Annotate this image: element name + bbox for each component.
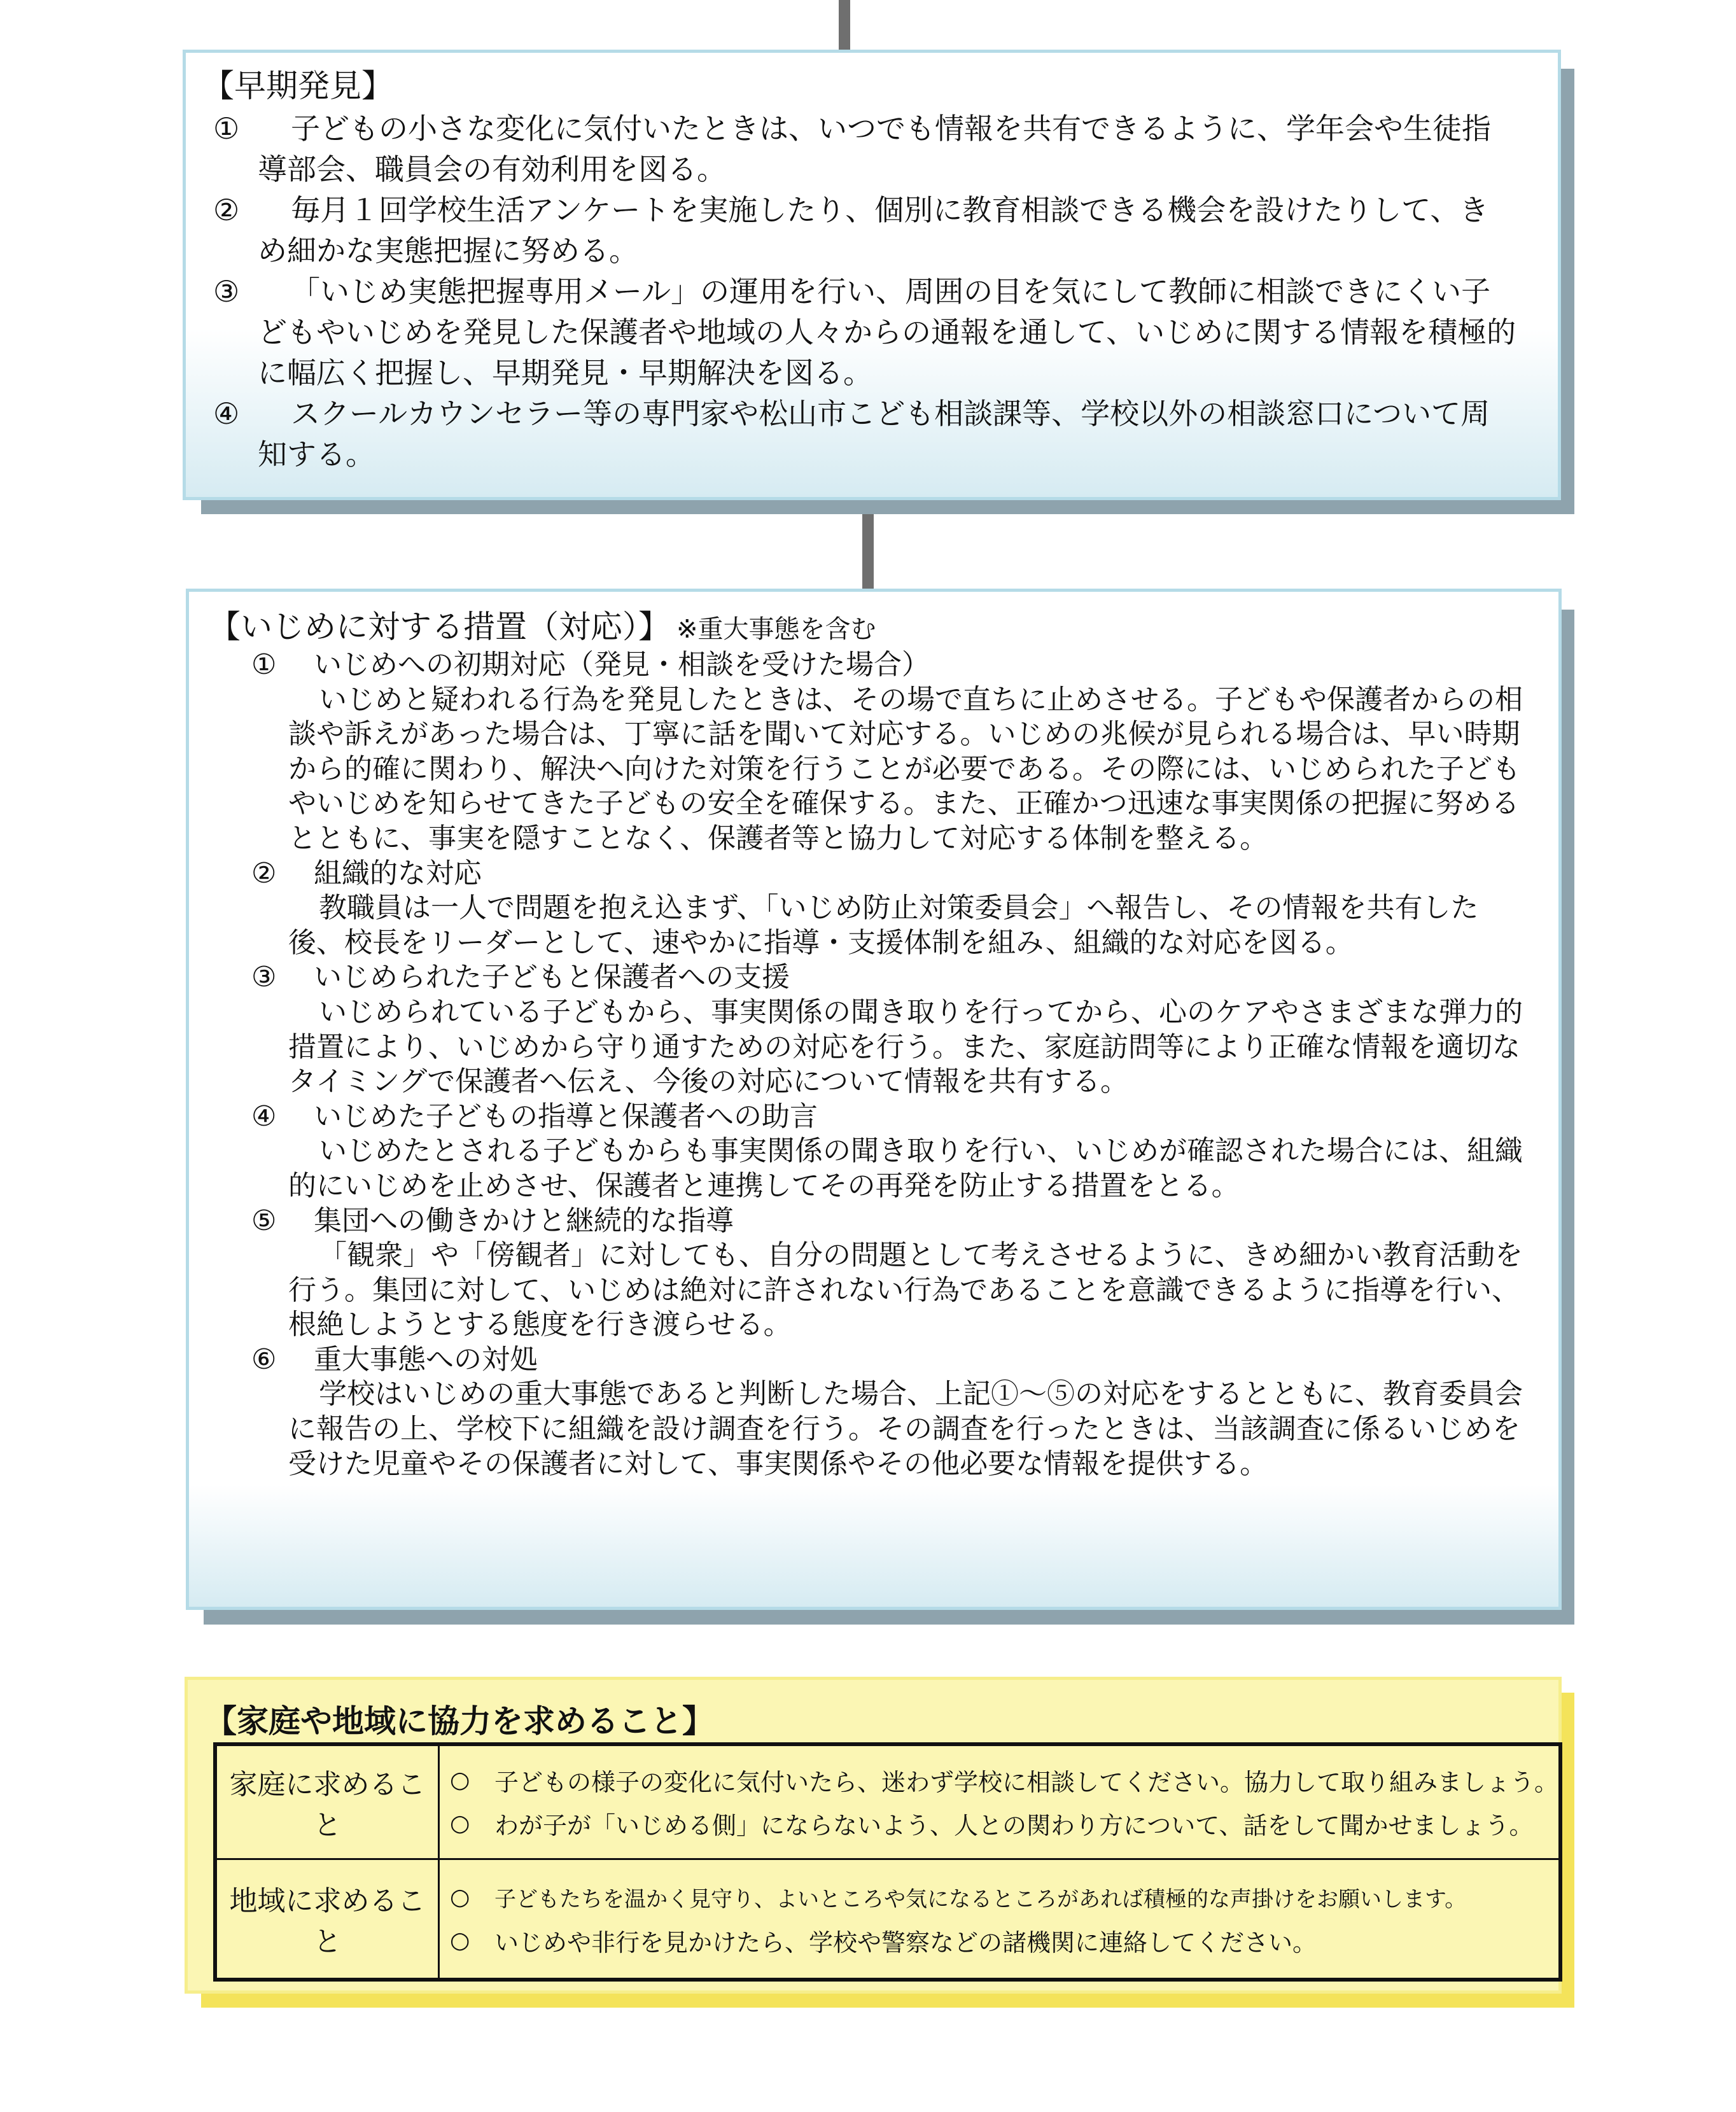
- bullet-circle-icon: ○: [449, 1810, 470, 1837]
- row-items: [438, 1859, 1560, 1980]
- item-body: 「観衆」や「傍観者」に対しても、自分の問題として考えさせるように、きめ細かい教育活動を行う。集団に対して、いじめは絶対に許されない行為であることを意識できるように指導を行い、根絶しようとする態度を行き渡らせる。: [288, 1239, 1523, 1341]
- early-detection-heading: 【早期発見】: [202, 67, 393, 104]
- item-text: いじめや非行を見かけたら、学校や警察などの諸機関に連絡してください。: [494, 1928, 1317, 1957]
- list-item: [251, 1204, 1534, 1343]
- list-item: [450, 1759, 1558, 1802]
- item-number: ④: [213, 396, 240, 431]
- item-number: ②: [213, 193, 240, 227]
- item-number: ③: [251, 961, 277, 994]
- item-body: いじめたとされる子どもからも事実関係の聞き取りを行い、いじめが確認された場合には、組織的にいじめを止めさせ、保護者と連携してその再発を防止する措置をとる。: [288, 1135, 1523, 1202]
- item-text: 「いじめ実態把握専用メール」の運用を行い、周囲の目を気にして教師に相談できにくい子どもやいじめを発見した保護者や地域の人々からの通報を通して、いじめに関する情報を積極的に幅広く把握し、早期発見・早期解決を図る。: [258, 274, 1516, 390]
- item-body: 学校はいじめの重大事態であると判断した場合、上記①～⑤の対応をするとともに、教育委員会に報告の上、学校下に組織を設け調査を行う。その調査を行ったときは、当該調査に係るいじめを受けた児童やその保護者に対して、事実関係やその他必要な情報を提供する。: [288, 1378, 1523, 1480]
- list-item: [450, 1802, 1558, 1845]
- measures-heading: [209, 601, 876, 647]
- bullet-circle-icon: ○: [449, 1767, 470, 1794]
- list-item: [213, 271, 1518, 393]
- item-number: ②: [251, 857, 277, 890]
- measures-heading-title: 【いじめに対する措置（対応）】: [209, 608, 670, 645]
- list-item: [213, 393, 1518, 475]
- item-number: ③: [213, 274, 240, 309]
- table-row: [215, 1859, 1560, 1980]
- measures-list: [251, 648, 1534, 1481]
- item-number: ①: [213, 111, 240, 146]
- list-item: [450, 1919, 1558, 1962]
- item-text: 子どもたちを温かく見守り、よいところや気になるところがあれば積極的な声掛けをお願いします。: [494, 1886, 1467, 1912]
- item-number: ⑤: [251, 1204, 277, 1237]
- item-text: スクールカウンセラー等の専門家や松山市こども相談課等、学校以外の相談窓口について周知する。: [258, 396, 1490, 472]
- cooperation-heading: 【家庭や地域に協力を求めること】: [205, 1703, 714, 1740]
- list-item: [450, 1875, 1558, 1919]
- item-number: ⑥: [251, 1343, 277, 1376]
- item-title: 重大事態への対処: [314, 1343, 538, 1376]
- item-title: いじめへの初期対応（発見・相談を受けた場合）: [314, 648, 930, 681]
- bullet-circle-icon: ○: [449, 1927, 470, 1954]
- list-item: [251, 1100, 1534, 1204]
- item-body: いじめと疑われる行為を発見したときは、その場で直ちに止めさせる。子どもや保護者からの相談や訴えがあった場合は、丁寧に話を聞いて対応する。いじめの兆候が見られる場合は、早い時期から的確に関わり、解決へ向けた対策を行うことが必要である。その際には、いじめられた子どもやいじめを知らせてきた子どもの安全を確保する。また、正確かつ迅速な事実関係の把握に努めるとともに、事実を隠すことなく、保護者等と協力して対応する体制を整える。: [288, 683, 1523, 855]
- list-item: [213, 108, 1518, 190]
- item-body: いじめられている子どもから、事実関係の聞き取りを行ってから、心のケアやさまざまな弾力的措置により、いじめから守り通すための対応を行う。また、家庭訪問等により正確な情報を適切なタイミングで保護者へ伝え、今後の対応について情報を共有する。: [288, 995, 1523, 1098]
- item-body: 教職員は一人で問題を抱え込まず、「いじめ防止対策委員会」へ報告し、その情報を共有した後、校長をリーダーとして、速やかに指導・支援体制を組み、組織的な対応を図る。: [288, 892, 1479, 959]
- bullet-circle-icon: ○: [449, 1884, 470, 1910]
- item-text: 子どもの様子の変化に気付いたら、迷わず学校に相談してください。協力して取り組みましょう。: [494, 1768, 1558, 1797]
- item-title: 集団への働きかけと継続的な指導: [314, 1204, 734, 1237]
- top-connector-line: [839, 0, 850, 51]
- item-title: 組織的な対応: [314, 857, 482, 890]
- item-title: いじめた子どもの指導と保護者への助言: [314, 1100, 818, 1133]
- item-text: わが子が「いじめる側」にならないよう、人との関わり方について、話をして聞かせましょう。: [494, 1812, 1534, 1840]
- list-item: [251, 1343, 1534, 1481]
- item-number: ①: [251, 648, 277, 681]
- list-item: [251, 960, 1534, 1099]
- early-detection-list: [213, 108, 1518, 475]
- middle-connector-line: [862, 509, 874, 595]
- cooperation-table: [213, 1742, 1562, 1982]
- row-label: 地域に求めること: [215, 1859, 438, 1980]
- row-label: 家庭に求めること: [215, 1744, 438, 1859]
- item-number: ④: [251, 1100, 277, 1133]
- table-row: [215, 1744, 1560, 1859]
- list-item: [213, 190, 1518, 271]
- list-item: [251, 857, 1534, 961]
- row-items: [438, 1744, 1560, 1859]
- item-title: いじめられた子どもと保護者への支援: [314, 961, 790, 994]
- item-text: 子どもの小さな変化に気付いたときは、いつでも情報を共有できるように、学年会や生徒指導部会、職員会の有効利用を図る。: [258, 111, 1491, 186]
- item-text: 毎月１回学校生活アンケートを実施したり、個別に教育相談できる機会を設けたりして、きめ細かな実態把握に努める。: [258, 193, 1489, 268]
- list-item: [251, 648, 1534, 857]
- measures-heading-note: ※重大事態を含む: [676, 615, 876, 644]
